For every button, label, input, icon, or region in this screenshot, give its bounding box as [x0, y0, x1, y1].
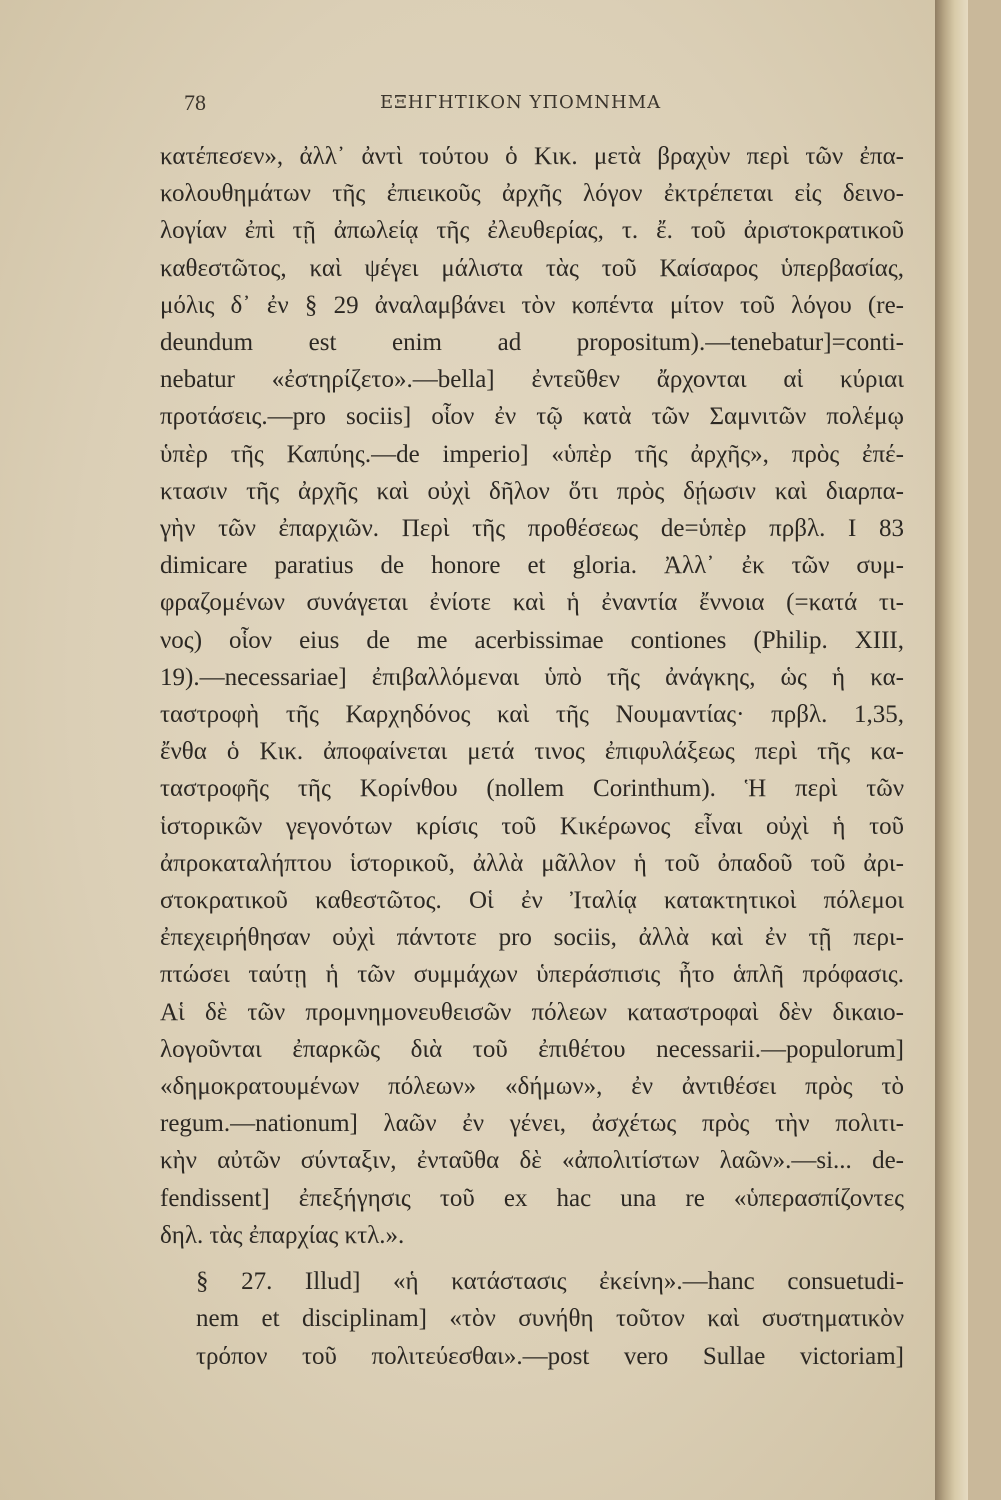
text-line: καθεστῶτος, καὶ ψέγει μάλιστα τὰς τοῦ Καίσαρος ὑπερβασίας, — [160, 254, 904, 282]
text-line: πτώσει ταύτῃ ἡ τῶν συμμάχων ὑπεράσπισις ἦτο ἁπλῆ πρόφασις. — [160, 961, 904, 989]
text-line: fendissent] ἐπεξήγησις τοῦ ex hac una re «ὑπερασπίζοντες — [160, 1184, 904, 1212]
text-line: nem et disciplinam] «τὸν συνήθη τοῦτον καὶ συστηματικὸν — [196, 1305, 904, 1333]
text-line: 19).—necessariae] ἐπιβαλλόμεναι ὑπὸ τῆς ἀνάγκης, ὡς ἡ κα- — [160, 663, 904, 691]
text-line: νος) οἷον eius de me acerbissimae contiones (Philip. XIII, — [160, 626, 904, 654]
text-line: ταστροφῆς τῆς Κορίνθου (nollem Corinthum). Ἡ περὶ τῶν — [160, 775, 904, 803]
paragraph-1 — [160, 138, 904, 1254]
text-line: φραζομένων συνάγεται ἐνίοτε καὶ ἡ ἐναντία ἔννοια (=κατά τι- — [160, 589, 904, 617]
text-line: nebatur «ἐστηρίζετο».—bella] ἐντεῦθεν ἄρχονται αἱ κύριαι — [160, 366, 904, 394]
text-line: κατέπεσεν», ἀλλ᾽ ἀντὶ τούτου ὁ Κικ. μετὰ βραχὺν περὶ τῶν ἐπα- — [160, 143, 904, 170]
text-line: κὴν αὐτῶν σύνταξιν, ἐνταῦθα δὲ «ἀπολιτίστων λαῶν».—si... de- — [160, 1147, 904, 1175]
text-line: κολουθημάτων τῆς ἐπιεικοῦς ἀρχῆς λόγον ἐκτρέπεται εἰς δεινο- — [160, 180, 904, 208]
text-line: deundum est enim ad propositum).—tenebatur]=conti- — [160, 329, 904, 357]
text-line: regum.—nationum] λαῶν ἐν γένει, ἀσχέτως πρὸς τὴν πολιτι- — [160, 1110, 904, 1138]
text-line: κτασιν τῆς ἀρχῆς καὶ οὐχὶ δῆλον ὅτι πρὸς δῄωσιν καὶ διαρπα- — [160, 477, 904, 505]
text-line: ὑπὲρ τῆς Καπύης.—de imperio] «ὑπὲρ τῆς ἀρχῆς», πρὸς ἐπέ- — [160, 440, 904, 468]
page-header — [0, 90, 968, 120]
text-line: στοκρατικοῦ καθεστῶτος. Οἱ ἐν Ἰταλίᾳ κατακτητικοὶ πόλεμοι — [160, 887, 904, 915]
text-line: γὴν τῶν ἐπαρχιῶν. Περὶ τῆς προθέσεως de=ὑπὲρ πρβλ. I 83 — [160, 515, 904, 543]
text-line: Αἱ δὲ τῶν προμνημονευθεισῶν πόλεων καταστροφαὶ δὲν δικαιο- — [160, 998, 904, 1026]
text-line: λογίαν ἐπὶ τῇ ἀπωλείᾳ τῆς ἐλευθερίας, τ. ἔ. τοῦ ἀριστοκρατικοῦ — [160, 217, 904, 245]
text-line: μόλις δ᾽ ἐν § 29 ἀναλαμβάνει τὸν κοπέντα μίτον τοῦ λόγου (re- — [160, 291, 904, 319]
text-line: ἐπεχειρήθησαν οὐχὶ πάντοτε pro sociis, ἀλλὰ καὶ ἐν τῇ περι- — [160, 924, 904, 952]
text-line: dimicare paratius de honore et gloria. Ἀλλ᾽ ἐκ τῶν συμ- — [160, 552, 904, 580]
text-line: ἀπροκαταλήπτου ἱστορικοῦ, ἀλλὰ μᾶλλον ἡ τοῦ ὀπαδοῦ τοῦ ἀρι- — [160, 849, 904, 877]
running-head: ΕΞΗΓΗΤΙΚΟΝ ΥΠΟΜΝΗΜΑ — [380, 92, 662, 113]
commentary-text — [160, 138, 904, 1375]
page-number: 78 — [184, 90, 206, 115]
text-line: «δημοκρατουμένων πόλεων» «δήμων», ἐν ἀντιθέσει πρὸς τὸ — [160, 1073, 904, 1101]
text-line: § 27. Illud] «ἡ κατάστασις ἐκείνη».—hanc consuetudi- — [196, 1268, 904, 1296]
text-line: ἱστορικῶν γεγονότων κρίσις τοῦ Κικέρωνος εἶναι οὐχὶ ἡ τοῦ — [160, 812, 904, 840]
page-edge-shadow — [935, 0, 968, 1500]
text-line: ταστροφὴ τῆς Καρχηδόνος καὶ τῆς Νουμαντίας· πρβλ. 1,35, — [160, 701, 904, 729]
text-line: προτάσεις.—pro sociis] οἷον ἐν τῷ κατὰ τῶν Σαμνιτῶν πολέμῳ — [160, 403, 904, 431]
text-line: τρόπον τοῦ πολιτεύεσθαι».—post vero Sullae victoriam] — [196, 1342, 904, 1370]
text-line: δηλ. τὰς ἐπαρχίας κτλ.». — [160, 1221, 405, 1249]
text-line: λογοῦνται ἐπαρκῶς διὰ τοῦ ἐπιθέτου necessarii.—populorum] — [160, 1035, 904, 1063]
paragraph-2 — [160, 1263, 904, 1375]
text-line: ἔνθα ὁ Κικ. ἀποφαίνεται μετά τινος ἐπιφυλάξεως περὶ τῆς κα- — [160, 738, 904, 766]
